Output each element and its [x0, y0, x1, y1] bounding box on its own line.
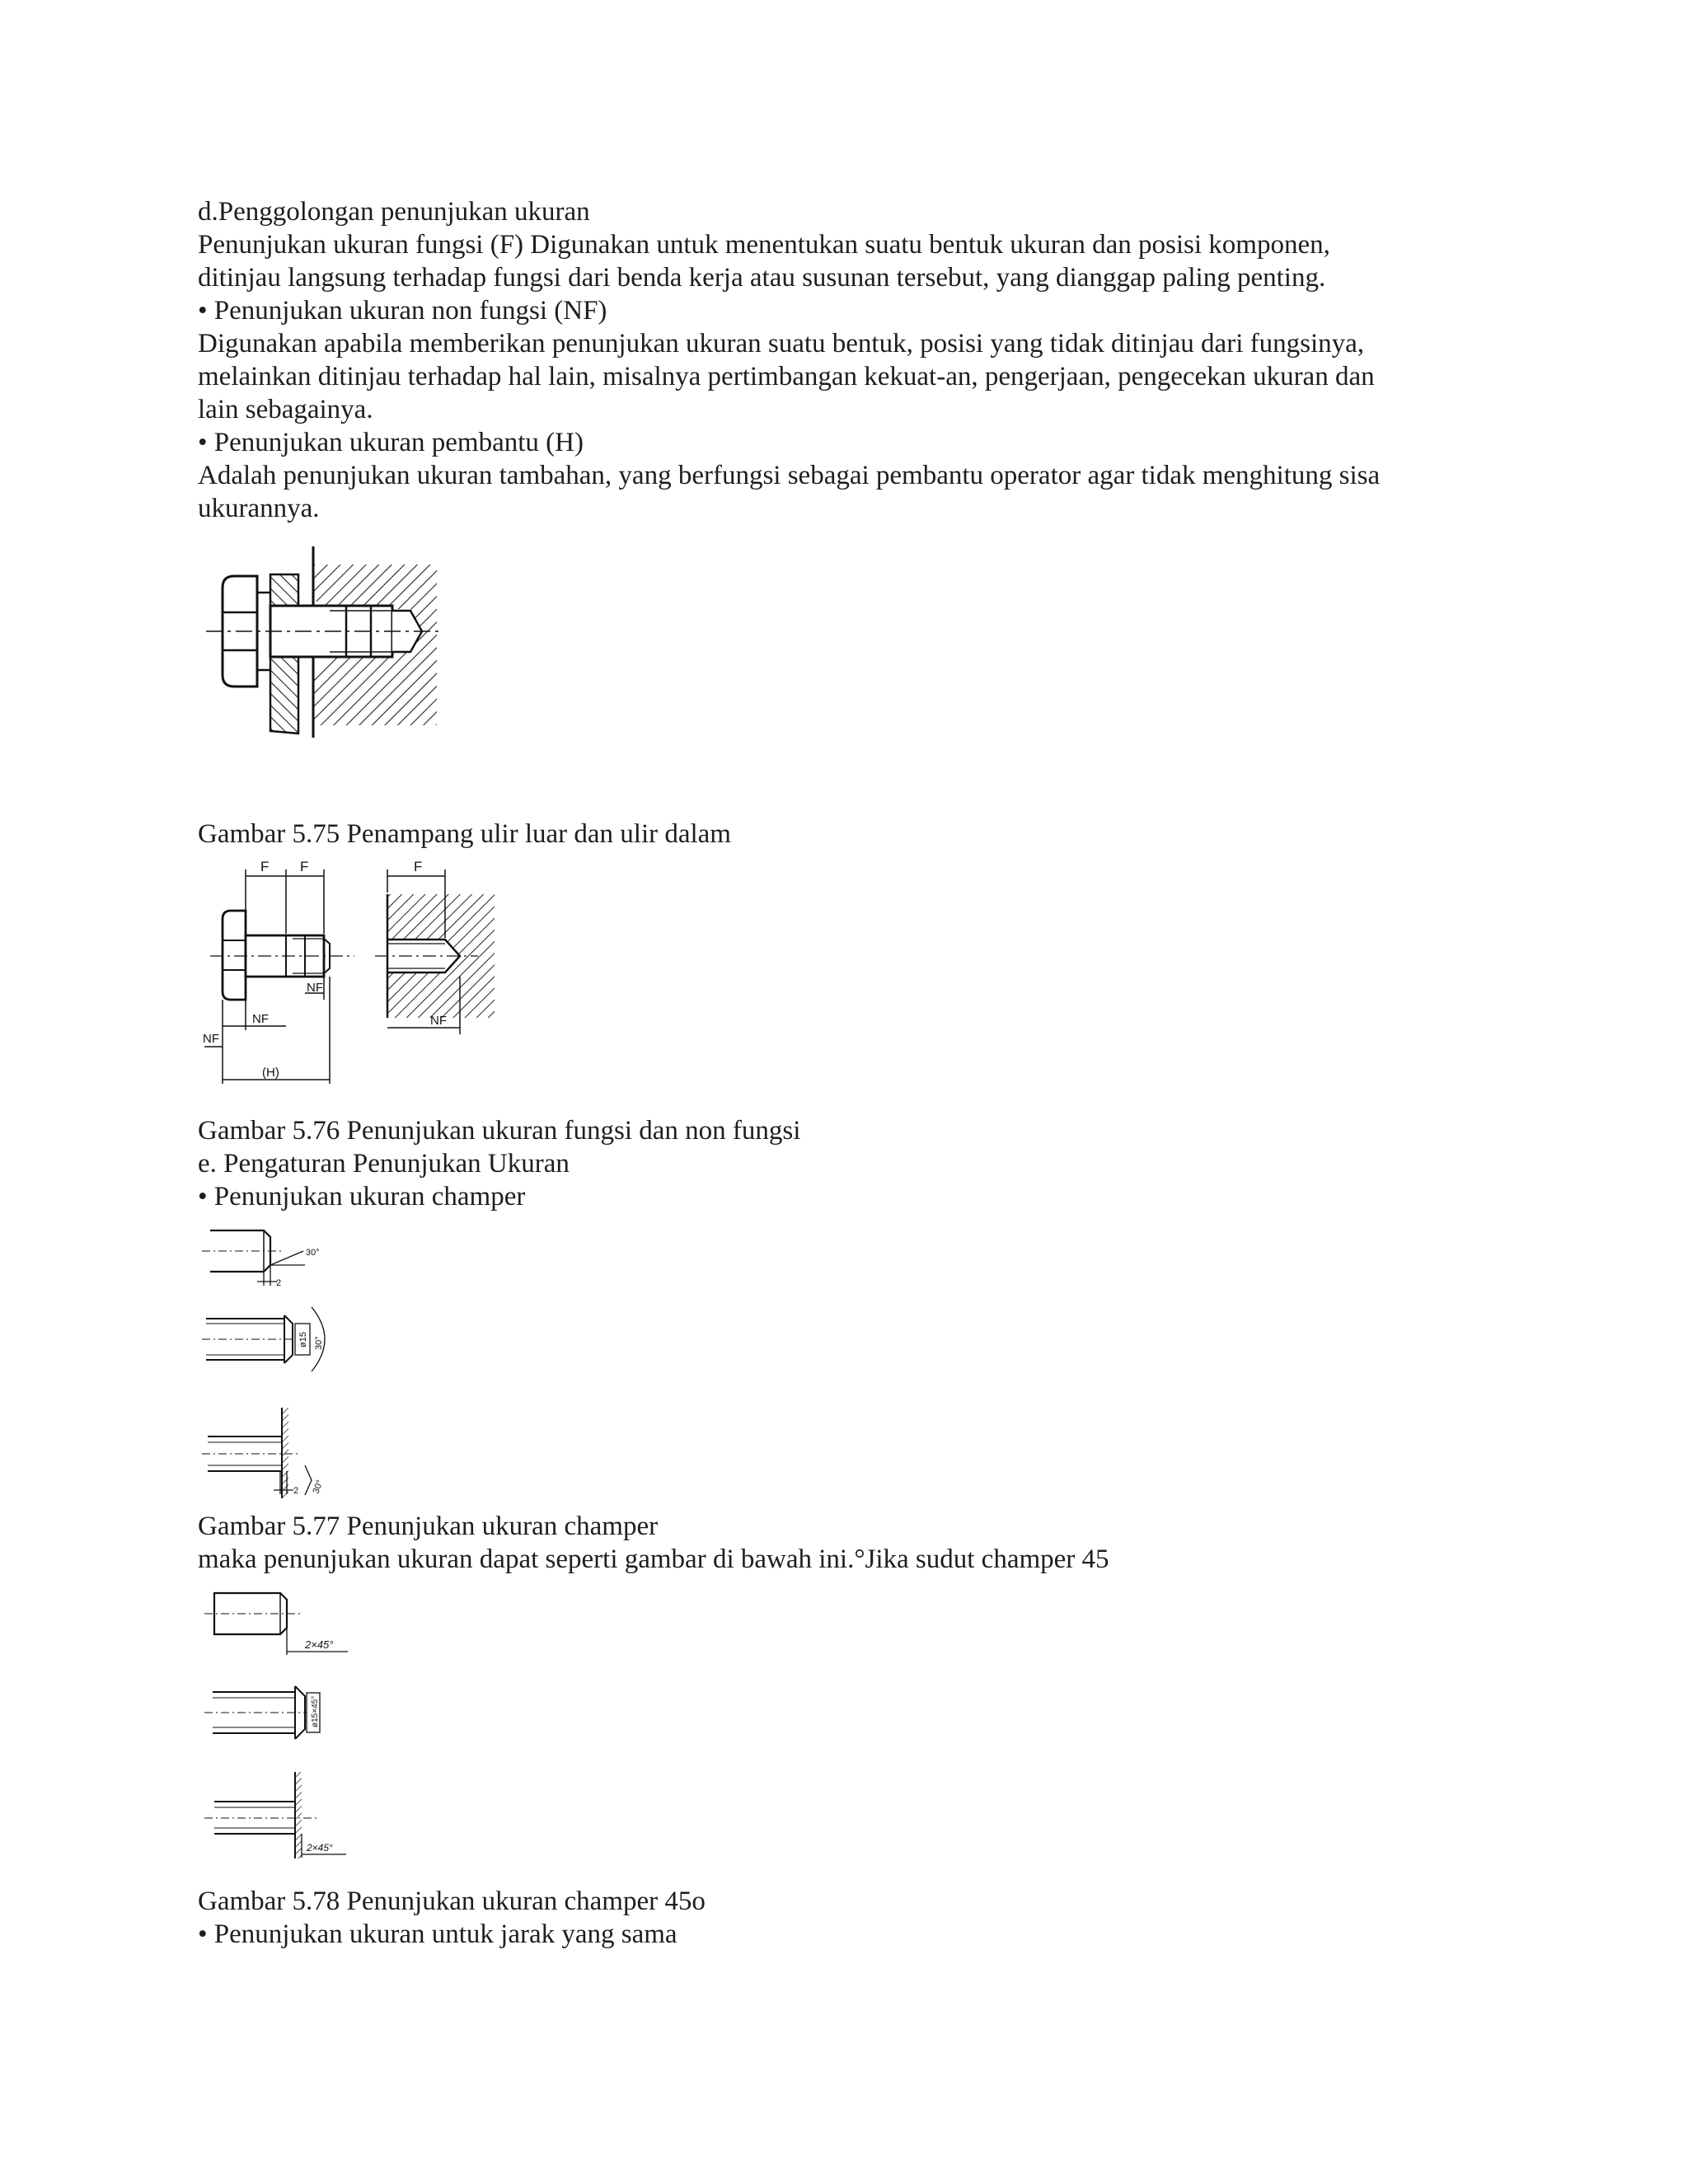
dim-label-nf-hole: NF: [430, 1014, 447, 1028]
bullet-jarak-sama: • Penunjukan ukuran untuk jarak yang sama: [198, 1919, 678, 1949]
dim-label-f-1: F: [260, 859, 270, 874]
dim-chamfer-2x45: 2×45°: [305, 1638, 334, 1651]
heading-pengaturan: e. Pengaturan Penunjukan Ukuran: [198, 1149, 570, 1179]
paragraph-fungsi-line-1: Penunjukan ukuran fungsi (F) Digunakan untuk menentukan suatu bentuk ukuran dan posisi komponen,: [198, 230, 1330, 260]
figure-5-77-champer: [198, 1218, 354, 1498]
paragraph-fungsi-line-2: ditinjau langsung terhadap fungsi dari benda kerja atau susunan tersebut, yang dianggap paling penting.: [198, 263, 1326, 293]
caption-gambar-5-75: Gambar 5.75 Penampang ulir luar dan ulir dalam: [198, 819, 731, 849]
bullet-pembantu: • Penunjukan ukuran pembantu (H): [198, 428, 584, 457]
paragraph-pembantu-line-1: Adalah penunjukan ukuran tambahan, yang berfungsi sebagai pembantu operator agar tidak menghitung sisa: [198, 461, 1381, 490]
heading-penggolongan: d.Penggolongan penunjukan ukuran: [198, 197, 590, 227]
dim-label-f-2: F: [300, 859, 309, 874]
caption-gambar-5-76: Gambar 5.76 Penunjukan ukuran fungsi dan non fungsi: [198, 1116, 801, 1146]
caption-gambar-5-78: Gambar 5.78 Penunjukan ukuran champer 45o: [198, 1886, 706, 1916]
dim-chamfer-2-hole: 2: [293, 1486, 299, 1496]
paragraph-pembantu-line-2: ukurannya.: [198, 494, 320, 523]
dim-label-nf-head: NF: [252, 1012, 269, 1026]
dim-chamfer-angle-30c: 30°: [311, 1479, 326, 1496]
dim-chamfer-angle-30: 30°: [306, 1248, 320, 1258]
figure-5-76-dimensions: [198, 853, 511, 1096]
dim-chamfer-angle-30b: 30°: [314, 1336, 324, 1350]
paragraph-champer-45: maka penunjukan ukuran dapat seperti gambar di bawah ini.°Jika sudut champer 45: [198, 1544, 1109, 1574]
dim-chamfer-phi15: ø15: [298, 1332, 308, 1347]
caption-gambar-5-77: Gambar 5.77 Penunjukan ukuran champer: [198, 1511, 659, 1541]
paragraph-non-fungsi-line-3: lain sebagainya.: [198, 395, 373, 424]
dim-chamfer-phi15x45: ø15×45°: [311, 1695, 320, 1727]
dim-label-f-hole: F: [414, 859, 423, 874]
dim-chamfer-2x45-hole: 2×45°: [307, 1842, 333, 1854]
dim-chamfer-2: 2: [276, 1278, 282, 1288]
figure-5-75-bolt-section: [198, 540, 445, 742]
figure-5-78-champer-45: [198, 1581, 363, 1861]
paragraph-non-fungsi-line-1: Digunakan apabila memberikan penunjukan ukuran suatu bentuk, posisi yang tidak ditinjau dari fungsinya,: [198, 329, 1365, 359]
dim-label-nf-thread: NF: [307, 981, 323, 995]
dim-label-h: (H): [262, 1066, 279, 1080]
bullet-champer: • Penunjukan ukuran champer: [198, 1182, 526, 1212]
paragraph-non-fungsi-line-2: melainkan ditinjau terhadap hal lain, misalnya pertimbangan kekuat-an, pengerjaan, pengecekan ukuran dan: [198, 362, 1375, 391]
bullet-non-fungsi: • Penunjukan ukuran non fungsi (NF): [198, 296, 607, 326]
dim-label-nf-left: NF: [203, 1032, 219, 1046]
